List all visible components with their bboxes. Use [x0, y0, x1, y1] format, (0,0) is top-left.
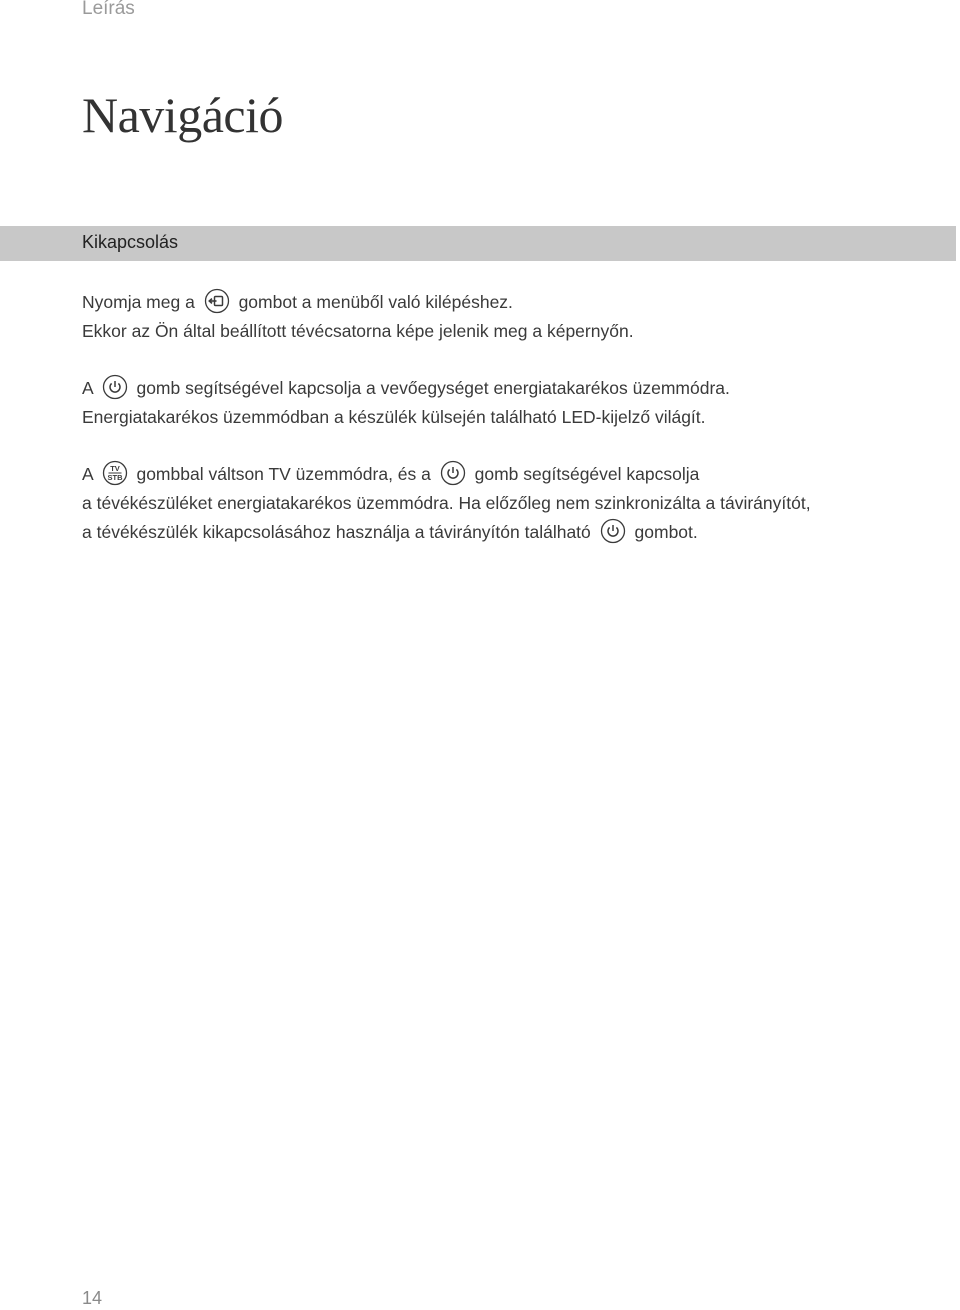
text-segment: gombbal váltson TV üzemmódra, és a [136, 464, 431, 484]
tv-label: TV [109, 464, 120, 474]
paragraph-tv [82, 460, 942, 547]
text-segment: gombot a menüből való kilépéshez. [238, 292, 513, 312]
stb-label: STB [107, 473, 123, 483]
text-segment: A [82, 464, 93, 484]
power-icon [600, 518, 626, 544]
tv-stb-icon [102, 460, 128, 486]
paragraph-line: a tévékészüléket energiatakarékos üzemmódra. Ha előzőleg nem szinkronizálta a távirányítót, [82, 493, 811, 513]
paragraph-line [82, 288, 942, 317]
text-segment: A [82, 378, 93, 398]
header-label: Leírás [82, 0, 135, 19]
back-icon [204, 288, 230, 314]
text-segment: Nyomja meg a [82, 292, 195, 312]
paragraph-line [82, 460, 942, 489]
paragraph-line: Ekkor az Ön által beállított tévécsatorna képe jelenik meg a képernyőn. [82, 321, 634, 341]
text-segment: a tévékészülék kikapcsolásához használja a távirányítón található [82, 522, 591, 542]
page-title: Navigáció [82, 87, 283, 143]
paragraph-line [82, 518, 942, 547]
text-segment: gomb segítségével kapcsolja [474, 464, 700, 484]
power-icon [102, 374, 128, 400]
text-segment: gomb segítségével kapcsolja a vevőegységet energiatakarékos üzemmódra. [136, 378, 730, 398]
section-bar [0, 226, 956, 261]
paragraph-line [82, 374, 942, 403]
paragraph-line: Energiatakarékos üzemmódban a készülék külsején található LED-kijelző világít. [82, 407, 706, 427]
section-title: Kikapcsolás [82, 232, 179, 252]
text-segment: gombot. [634, 522, 698, 542]
paragraph-exit [82, 288, 942, 346]
content [82, 288, 942, 575]
page-number: 14 [82, 1288, 103, 1308]
paragraph-standby [82, 374, 942, 432]
power-icon [440, 460, 466, 486]
